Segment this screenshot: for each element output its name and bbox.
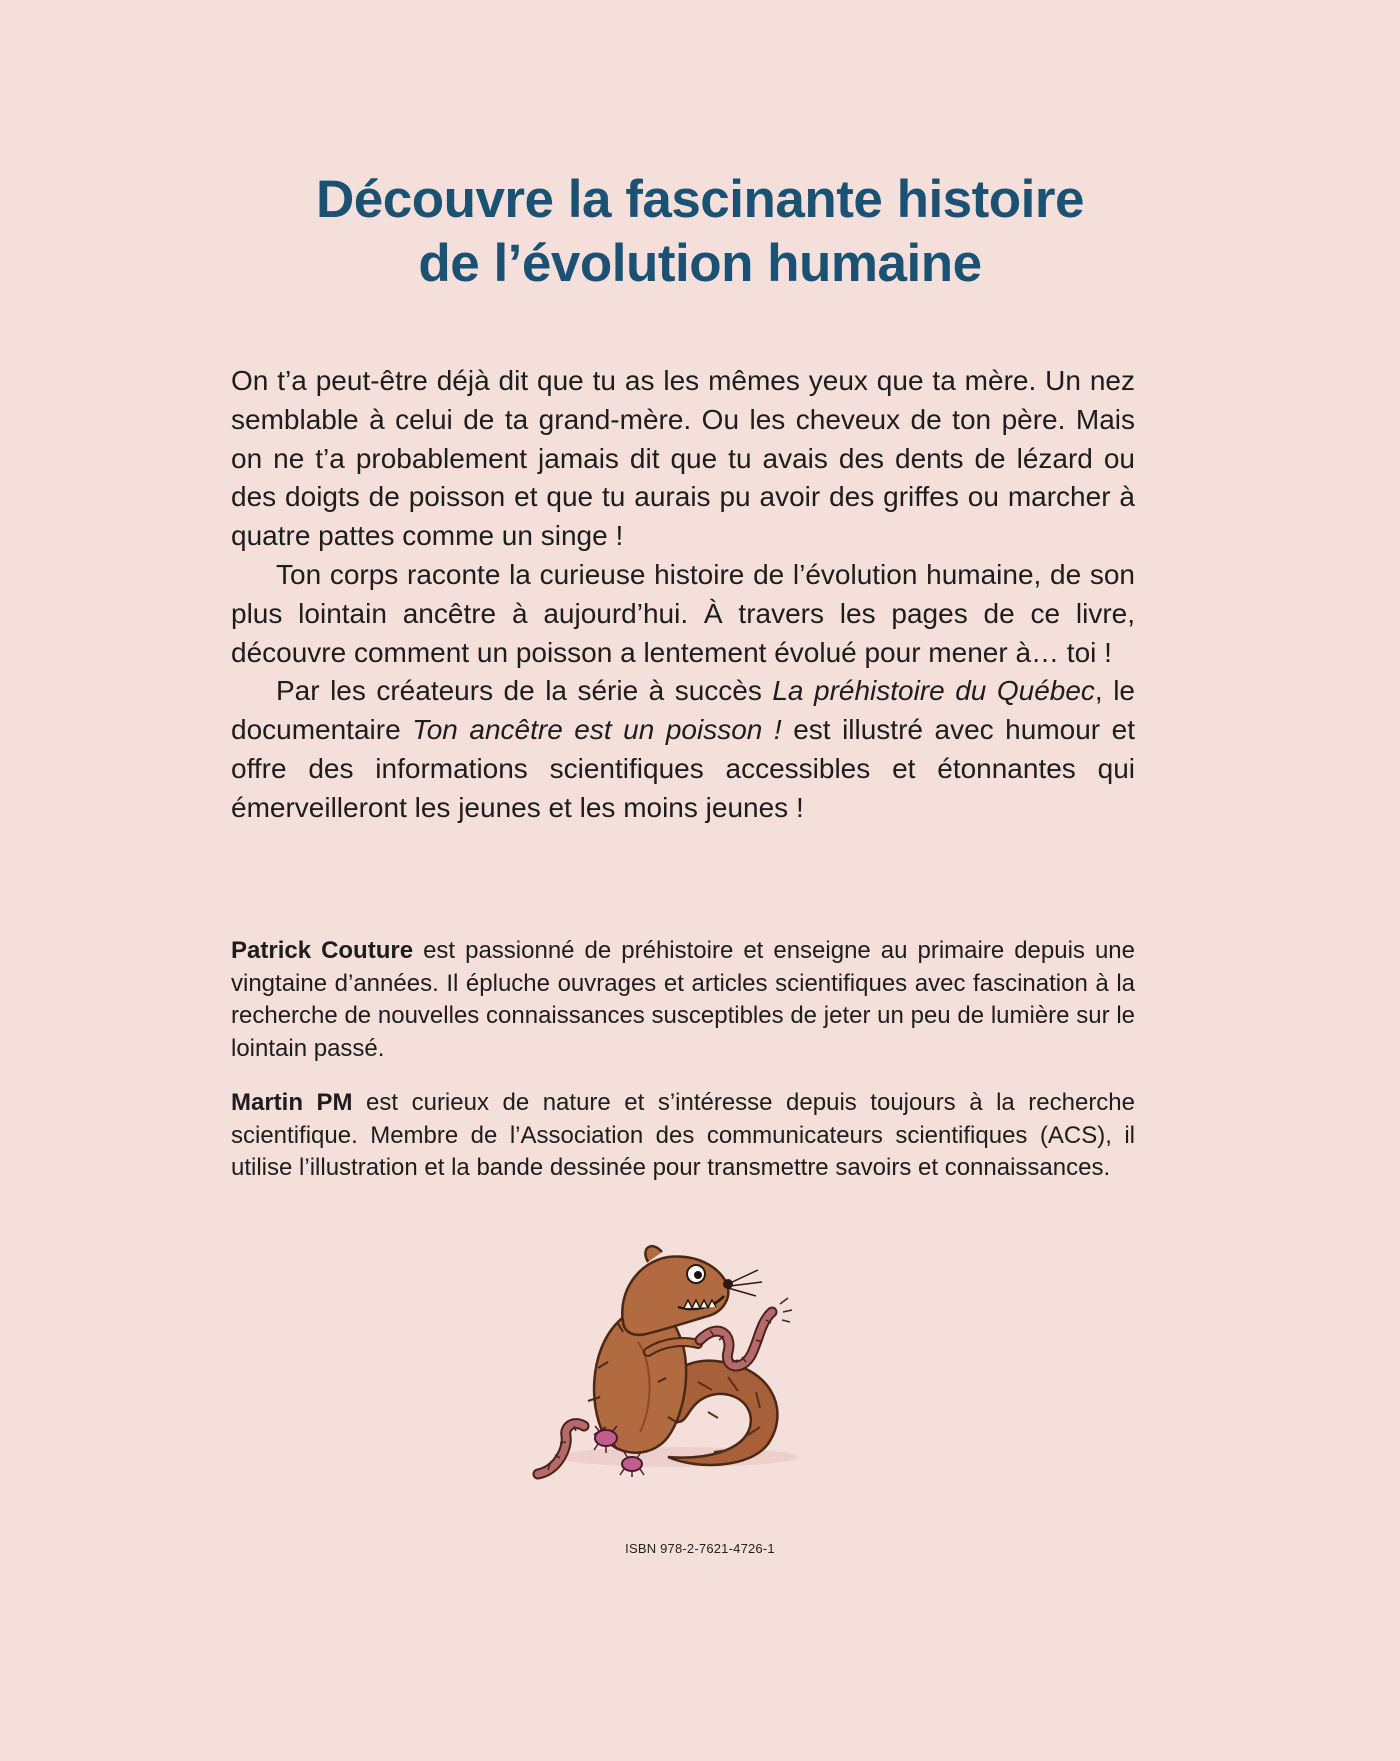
blurb-p3-middle: , le documentaire <box>231 675 1135 746</box>
blurb-paragraph-1: On t’a peut-être déjà dit que tu as les mêmes yeux que ta mère. Un nez semblable à celui de ta grand-mère. Ou les cheveux de ton père. Mais on ne t’a probablement jamais dit que tu avais des dents de lézard ou des doigts de poisson et que tu aurais pu avoir des griffes ou marcher à quatre pattes comme un singe ! <box>231 365 1135 552</box>
author-bios <box>231 935 1135 1185</box>
furry-creature-eating-worm-icon <box>528 1212 828 1492</box>
blurb-p3-after: est illustré avec humour et offre des informations scientifiques accessibles et étonnantes qui émerveilleront les jeunes et les moins jeunes ! <box>231 714 1135 823</box>
blurb-paragraph-2: Ton corps raconte la curieuse histoire de l’évolution humaine, de son plus lointain ancêtre à aujourd’hui. À travers les pages de ce livre, découvre comment un poisson a lentement évolué pour mener à… toi ! <box>231 558 1135 668</box>
blurb-p3-before: Par les créateurs de la série à succès <box>276 675 773 707</box>
isbn-number: ISBN 978-2-7621-4726-1 <box>625 1541 775 1556</box>
book-title: Ton ancêtre est un poisson ! <box>412 714 782 746</box>
page-title <box>160 168 1240 296</box>
title-line-2: de l’évolution humaine <box>418 234 982 293</box>
illustrator-name: Martin PM <box>231 1089 353 1116</box>
author-bio <box>231 935 1135 1065</box>
author-name: Patrick Couture <box>231 937 414 964</box>
blurb-paragraph-3 <box>231 672 1135 827</box>
author-bio-text: est passionné de préhistoire et enseigne au primaire depuis une vingtaine d’années. Il épluche ouvrages et articles scientifiques avec fascination à la recherche de nouvelles connaissances susceptibles de jeter un peu de lumière sur le lointain passé. <box>231 937 1135 1062</box>
illustrator-bio <box>231 1087 1135 1185</box>
book-blurb <box>231 362 1135 828</box>
series-title: La préhistoire du Québec <box>772 675 1095 707</box>
illustrator-bio-text: est curieux de nature et s’intéresse depuis toujours à la recherche scientifique. Membre de l’Association des communicateurs scientifiques (ACS), il utilise l’illustration et la bande dessinée pour transmettre savoirs et connaissances. <box>231 1089 1136 1181</box>
title-line-1: Découvre la fascinante histoire <box>315 170 1084 229</box>
